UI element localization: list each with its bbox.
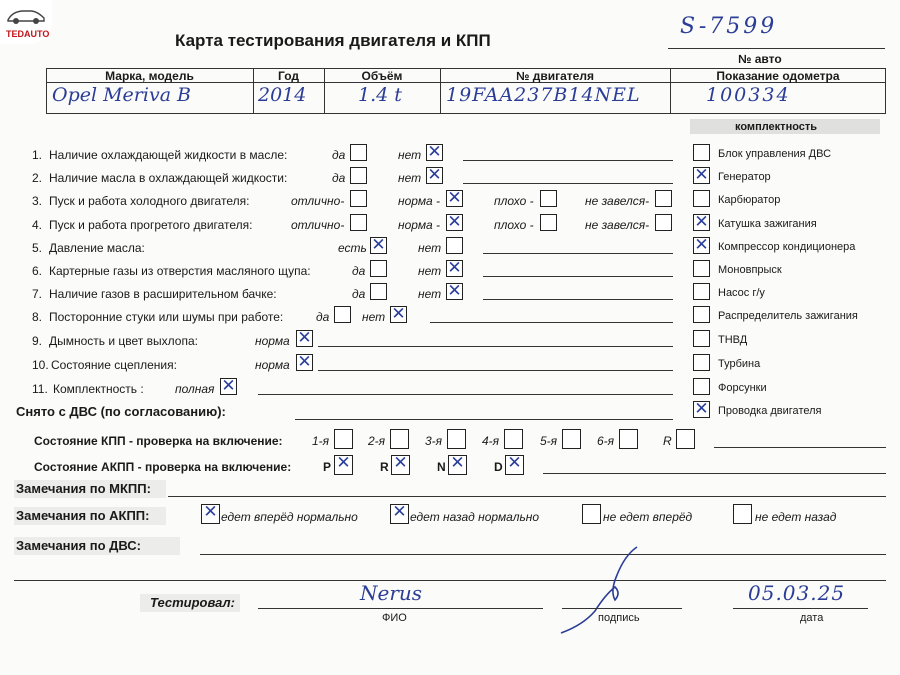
q7-opt-no: нет xyxy=(418,287,442,301)
comp-ac-compressor-label: Компрессор кондиционера xyxy=(718,241,856,253)
q6-opt-yes: да xyxy=(352,264,366,278)
kpp-gear-r-checkbox[interactable] xyxy=(676,429,695,449)
q5-no-checkbox[interactable] xyxy=(446,237,463,254)
kpp-gear-2: 2-я xyxy=(368,434,386,448)
akpp-gear-r-checkbox[interactable] xyxy=(391,455,410,475)
q10-opt-normal: норма xyxy=(255,358,290,372)
akpp-forward-ok-checkbox[interactable] xyxy=(201,504,220,524)
q4-opt-excellent: отлично- xyxy=(291,218,345,232)
car-logo-icon xyxy=(6,6,46,26)
q10-num: 10. xyxy=(32,358,49,372)
kpp-gear-5-checkbox[interactable] xyxy=(562,429,581,449)
q1-no-checkbox[interactable] xyxy=(426,144,443,161)
q6-opt-no: нет xyxy=(418,264,442,278)
kpp-gear-5: 5-я xyxy=(540,434,558,448)
comp-carburetor-checkbox[interactable] xyxy=(693,190,710,207)
q5-opt-no: нет xyxy=(418,241,442,255)
q7-yes-checkbox[interactable] xyxy=(370,283,387,300)
comp-injection-pump-checkbox[interactable] xyxy=(693,330,710,347)
comp-monoinjection-label: Моновпрыск xyxy=(718,264,782,276)
akpp-gear-r: R xyxy=(380,460,389,474)
q7-opt-yes: да xyxy=(352,287,366,301)
akpp-no-backward-label: не едет назад xyxy=(755,510,837,524)
q7-num: 7. xyxy=(32,287,43,301)
comp-injection-pump-label: ТНВД xyxy=(718,334,748,346)
kpp-label: Состояние КПП - проверка на включение: xyxy=(34,434,283,448)
q11-num: 11. xyxy=(32,382,48,396)
header-model: Марка, модель xyxy=(105,69,194,83)
kpp-gear-r: R xyxy=(663,434,672,448)
kpp-gear-4-checkbox[interactable] xyxy=(504,429,523,449)
q1-opt-yes: да xyxy=(332,148,346,162)
akpp-no-backward-checkbox[interactable] xyxy=(733,504,752,524)
value-engine-no: 19FAA237B14NEL xyxy=(446,84,641,106)
header-year: Год xyxy=(278,69,299,83)
comp-ecu-checkbox[interactable] xyxy=(693,144,710,161)
q4-label: Пуск и работа прогретого двигателя: xyxy=(49,218,253,232)
q6-num: 6. xyxy=(32,264,43,278)
q1-num: 1. xyxy=(32,148,43,162)
kpp-gear-1: 1-я xyxy=(312,434,330,448)
kpp-gear-3-checkbox[interactable] xyxy=(447,429,466,449)
q3-label: Пуск и работа холодного двигателя: xyxy=(49,194,250,208)
comp-wiring-checkbox[interactable] xyxy=(693,401,710,418)
q9-label: Дымность и цвет выхлопа: xyxy=(49,334,198,348)
signature-label: подпись xyxy=(598,612,640,624)
q2-opt-no: нет xyxy=(398,171,422,185)
kpp-gear-4: 4-я xyxy=(482,434,500,448)
logo xyxy=(0,0,52,44)
q4-opt-normal: норма - xyxy=(398,218,441,232)
akpp-label: Состояние АКПП - проверка на включение: xyxy=(34,460,292,474)
stock-number: S-7599 xyxy=(680,14,778,39)
comp-injectors-label: Форсунки xyxy=(718,382,767,394)
comp-injectors-checkbox[interactable] xyxy=(693,378,710,395)
q9-normal-checkbox[interactable] xyxy=(296,330,313,347)
q7-label: Наличие газов в расширительном бачке: xyxy=(49,287,277,301)
q11-full-checkbox[interactable] xyxy=(220,378,237,395)
kpp-gear-6-checkbox[interactable] xyxy=(619,429,638,449)
comp-coil-label: Катушка зажигания xyxy=(718,218,817,230)
q9-opt-normal: норма xyxy=(255,334,290,348)
q5-opt-yes: есть xyxy=(338,241,367,255)
q6-yes-checkbox[interactable] xyxy=(370,260,387,277)
akpp-gear-n-checkbox[interactable] xyxy=(448,455,467,475)
comp-generator-label: Генератор xyxy=(718,171,771,183)
q5-num: 5. xyxy=(32,241,43,255)
q4-normal-checkbox[interactable] xyxy=(446,214,463,231)
q3-opt-normal: норма - xyxy=(398,194,441,208)
stock-label: № авто xyxy=(738,52,782,66)
q9-num: 9. xyxy=(32,334,43,348)
q4-bad-checkbox[interactable] xyxy=(540,214,557,231)
comp-wiring-label: Проводка двигателя xyxy=(718,405,822,417)
q11-label: Комплектность : xyxy=(53,382,144,396)
akpp-backward-ok-checkbox[interactable] xyxy=(390,504,409,524)
remarks-dvs-label: Замечания по ДВС: xyxy=(16,538,141,553)
q6-no-checkbox[interactable] xyxy=(446,260,463,277)
comp-ac-compressor-checkbox[interactable] xyxy=(693,237,710,254)
q8-yes-checkbox[interactable] xyxy=(334,306,351,323)
q5-label: Давление масла: xyxy=(49,241,145,255)
q8-no-checkbox[interactable] xyxy=(390,306,407,323)
q3-opt-excellent: отлично- xyxy=(291,194,345,208)
akpp-gear-d-checkbox[interactable] xyxy=(505,455,524,475)
date-value: 05.03.25 xyxy=(748,581,846,605)
fio-label: ФИО xyxy=(382,612,407,624)
q8-opt-yes: да xyxy=(316,310,330,324)
comp-turbo-checkbox[interactable] xyxy=(693,354,710,371)
comp-generator-checkbox[interactable] xyxy=(693,167,710,184)
q5-yes-checkbox[interactable] xyxy=(370,237,387,254)
comp-carburetor-label: Карбюратор xyxy=(718,194,781,206)
comp-distributor-label: Распределитель зажигания xyxy=(718,310,858,322)
header-engine: № двигателя xyxy=(516,69,594,83)
tester-name: Nerus xyxy=(360,581,423,605)
q7-no-checkbox[interactable] xyxy=(446,283,463,300)
q3-opt-bad: плохо - xyxy=(494,194,534,208)
remarks-mkpp-label: Замечания по МКПП: xyxy=(16,481,151,496)
header-volume: Объём xyxy=(361,69,403,83)
remarks-akpp-label: Замечания по АКПП: xyxy=(16,508,150,523)
q1-opt-no: нет xyxy=(398,148,422,162)
kpp-gear-6: 6-я xyxy=(597,434,615,448)
kpp-gear-2-checkbox[interactable] xyxy=(390,429,409,449)
logo-text: TEDAUTO xyxy=(6,29,50,39)
comp-distributor-checkbox[interactable] xyxy=(693,306,710,323)
kpp-gear-1-checkbox[interactable] xyxy=(334,429,353,449)
akpp-no-forward-label: не едет вперёд xyxy=(603,510,693,524)
date-label: дата xyxy=(800,612,824,624)
q4-excellent-checkbox[interactable] xyxy=(350,214,367,231)
q3-nostart-checkbox[interactable] xyxy=(655,190,672,207)
q2-num: 2. xyxy=(32,171,43,185)
kpp-gear-3: 3-я xyxy=(425,434,443,448)
q11-opt-full: полная xyxy=(175,382,215,396)
q8-opt-no: нет xyxy=(362,310,386,324)
value-volume: 1.4 t xyxy=(358,84,402,106)
value-model: Opel Meriva B xyxy=(52,84,192,106)
q3-bad-checkbox[interactable] xyxy=(540,190,557,207)
akpp-gear-d: D xyxy=(494,460,503,474)
q10-label: Состояние сцепления: xyxy=(51,358,177,372)
q1-yes-checkbox[interactable] xyxy=(350,144,367,161)
removed-label: Снято с ДВС (по согласованию): xyxy=(16,404,226,419)
akpp-gear-p-checkbox[interactable] xyxy=(334,455,353,475)
page-title: Карта тестирования двигателя и КПП xyxy=(175,31,491,50)
completeness-title: комплектность xyxy=(735,121,818,133)
q4-nostart-checkbox[interactable] xyxy=(655,214,672,231)
comp-monoinjection-checkbox[interactable] xyxy=(693,260,710,277)
q2-opt-yes: да xyxy=(332,171,346,185)
q3-num: 3. xyxy=(32,194,43,208)
q2-yes-checkbox[interactable] xyxy=(350,167,367,184)
q2-label: Наличие масла в охлаждающей жидкости: xyxy=(49,171,288,185)
q3-excellent-checkbox[interactable] xyxy=(350,190,367,207)
comp-coil-checkbox[interactable] xyxy=(693,214,710,231)
tested-by-label: Тестировал: xyxy=(150,595,235,610)
akpp-gear-p: P xyxy=(323,460,332,474)
comp-ecu-label: Блок управления ДВС xyxy=(718,148,832,160)
q10-normal-checkbox[interactable] xyxy=(296,354,313,371)
comp-ps-pump-checkbox[interactable] xyxy=(693,283,710,300)
comp-ps-pump-label: Насос г/у xyxy=(718,287,765,299)
akpp-forward-ok-label: едет вперёд нормально xyxy=(221,510,358,524)
q2-no-checkbox[interactable] xyxy=(426,167,443,184)
q1-label: Наличие охлаждающей жидкости в масле: xyxy=(49,148,288,162)
akpp-no-forward-checkbox[interactable] xyxy=(582,504,601,524)
q8-num: 8. xyxy=(32,310,43,324)
q6-label: Картерные газы из отверстия масляного щупа: xyxy=(49,264,311,278)
q3-opt-nostart: не завелся- xyxy=(585,194,650,208)
q4-num: 4. xyxy=(32,218,43,232)
akpp-gear-n: N xyxy=(437,460,446,474)
akpp-backward-ok-label: едет назад нормально xyxy=(410,510,540,524)
value-year: 2014 xyxy=(258,84,307,106)
q4-opt-nostart: не завелся- xyxy=(585,218,650,232)
q8-label: Посторонние стуки или шумы при работе: xyxy=(49,310,284,324)
value-odometer: 100334 xyxy=(706,84,791,106)
q4-opt-bad: плохо - xyxy=(494,218,534,232)
header-odometer: Показание одометра xyxy=(716,69,840,83)
q3-normal-checkbox[interactable] xyxy=(446,190,463,207)
comp-turbo-label: Турбина xyxy=(718,358,761,370)
